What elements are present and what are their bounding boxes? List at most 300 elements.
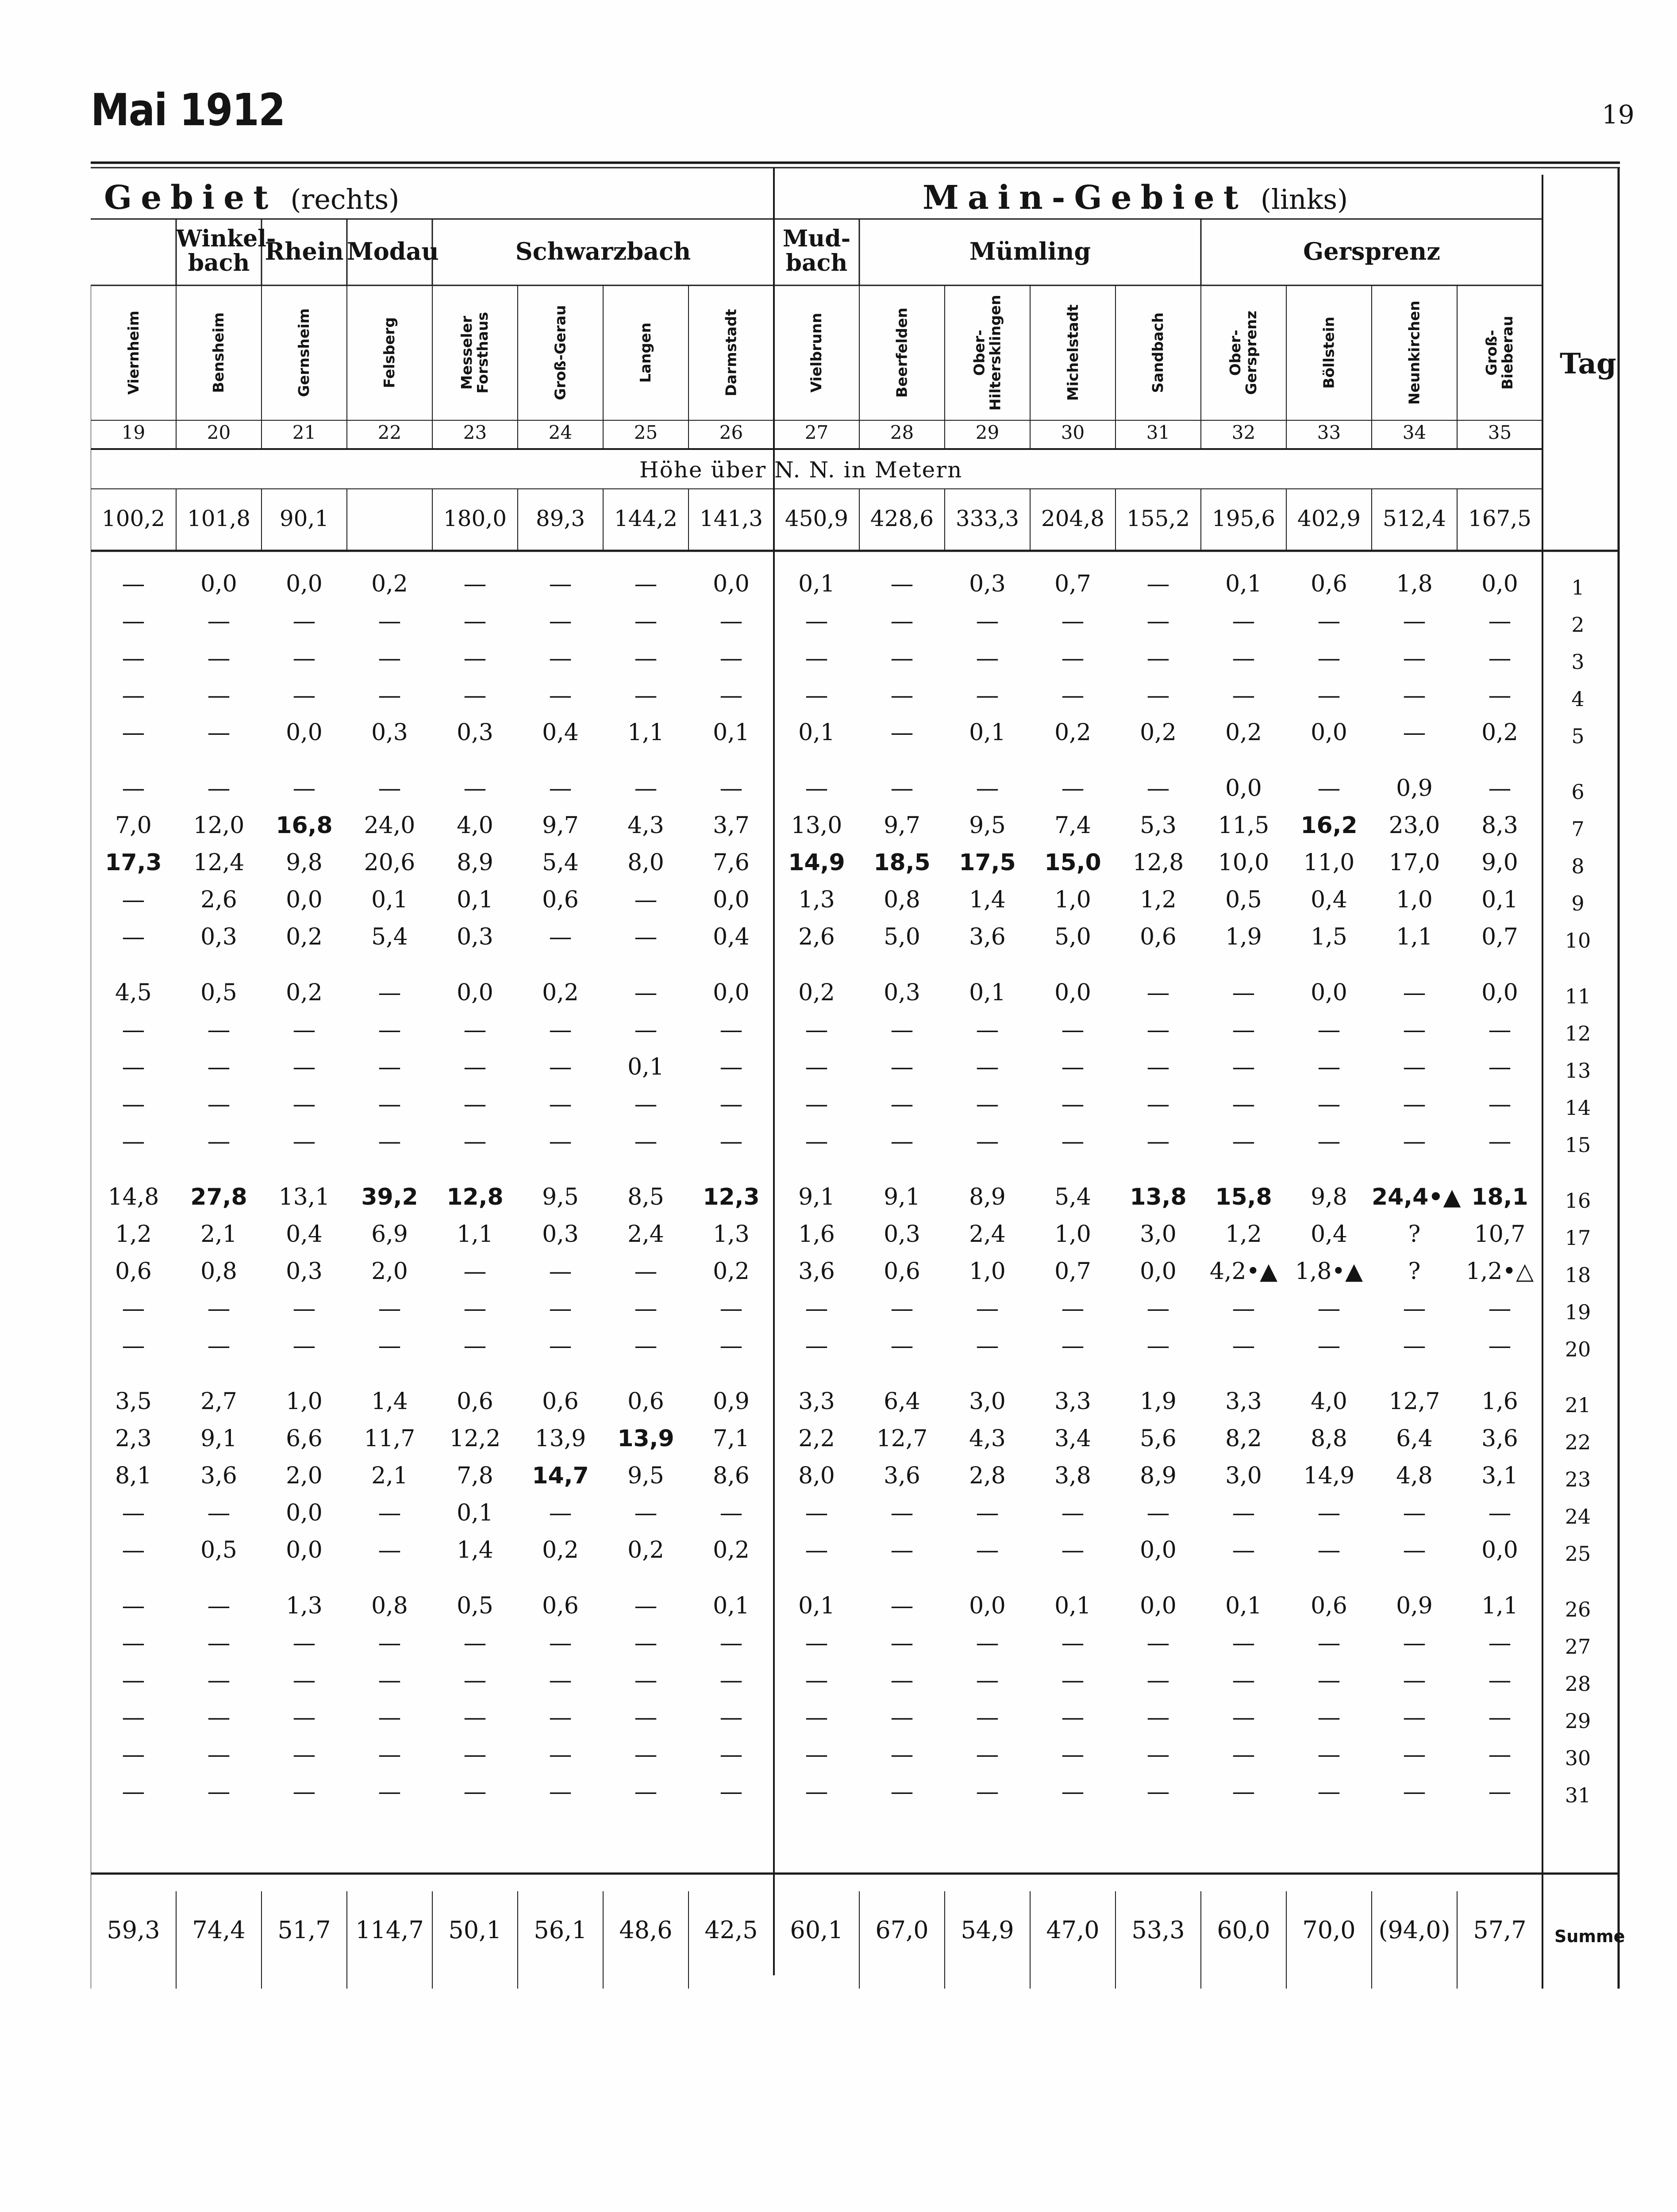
rainfall-value: — [549, 924, 572, 950]
rainfall-value: — [1488, 1741, 1512, 1768]
rainfall-value: — [1403, 1091, 1426, 1118]
station-name [262, 285, 347, 420]
rainfall-value: — [1146, 979, 1170, 1006]
rainfall-value: 7,0 [115, 812, 152, 839]
rainfall-value: — [805, 1704, 828, 1731]
rainfall-value: 8,9 [969, 1184, 1006, 1210]
rainfall-value: — [1146, 645, 1170, 672]
rainfall-value: — [1403, 1128, 1426, 1155]
rainfall-value: 0,1 [627, 1054, 664, 1080]
rainfall-value: — [207, 1333, 231, 1359]
rainfall-value: 5,0 [884, 924, 920, 950]
rainfall-value: — [1061, 775, 1085, 802]
rainfall-value: 17,5 [959, 849, 1016, 876]
rainfall-value: — [1232, 1091, 1255, 1118]
rainfall-value: — [207, 1630, 231, 1656]
rainfall-value: — [1317, 1667, 1341, 1694]
rainfall-value: 0,0 [969, 1593, 1006, 1619]
rainfall-value: — [207, 1128, 231, 1155]
rainfall-value: — [378, 1704, 401, 1731]
rainfall-value: — [1488, 1017, 1512, 1043]
rainfall-value: — [378, 775, 401, 802]
rainfall-value: — [1061, 1500, 1085, 1526]
rainfall-value: — [805, 1630, 828, 1656]
rainfall-value: 6,4 [884, 1388, 920, 1415]
rainfall-value: — [1488, 1128, 1512, 1155]
rainfall-value: 0,2 [542, 1537, 579, 1563]
rainfall-value: — [1317, 1295, 1341, 1322]
rainfall-value: — [1232, 1778, 1255, 1805]
monthly-sum: 50,1 [448, 1916, 502, 1944]
rainfall-value: 5,4 [371, 924, 408, 950]
rainfall-value: — [207, 1054, 231, 1080]
rainfall-value: — [292, 1778, 316, 1805]
rainfall-value: — [122, 1537, 145, 1563]
rainfall-value: — [890, 1537, 914, 1563]
rainfall-value: — [122, 682, 145, 709]
rainfall-value: — [805, 775, 828, 802]
rainfall-value: — [378, 979, 401, 1006]
rainfall-value: — [634, 1500, 658, 1526]
rainfall-value: — [549, 1017, 572, 1043]
column-number: 28 [890, 422, 914, 443]
rainfall-value: — [890, 1128, 914, 1155]
rainfall-value: 9,5 [969, 812, 1006, 839]
day-number: 6 [1571, 780, 1585, 804]
rainfall-value: — [378, 1500, 401, 1526]
rainfall-value: — [976, 1667, 999, 1694]
river-label: Rhein [265, 237, 344, 265]
station-name [1201, 285, 1286, 420]
rainfall-value: — [1061, 1778, 1085, 1805]
day-number: 31 [1565, 1783, 1591, 1807]
rainfall-value: — [634, 979, 658, 1006]
rainfall-value: 1,0 [1054, 887, 1091, 913]
rainfall-value: 12,0 [193, 812, 245, 839]
rainfall-value: — [1061, 1054, 1085, 1080]
rainfall-value: 0,1 [798, 1593, 835, 1619]
rainfall-value: 14,8 [108, 1184, 159, 1210]
monthly-sum: (94,0) [1378, 1916, 1450, 1944]
rainfall-value: 0,2 [1140, 719, 1177, 746]
rainfall-value: — [378, 1128, 401, 1155]
rainfall-value: 0,0 [200, 571, 237, 597]
rainfall-value: — [378, 1017, 401, 1043]
station-height: 428,6 [870, 506, 934, 531]
rainfall-value: 6,4 [1396, 1425, 1433, 1452]
rainfall-value: 0,5 [200, 1537, 237, 1563]
station-height: 402,9 [1297, 506, 1361, 531]
rainfall-value: — [719, 1054, 743, 1080]
rainfall-value: — [1403, 1017, 1426, 1043]
rainfall-value: 2,1 [371, 1463, 408, 1489]
station-label: Michelstadt [1064, 304, 1081, 401]
rainfall-value: 0,4 [1311, 1221, 1347, 1248]
rainfall-value: 13,9 [617, 1425, 674, 1452]
monthly-sum: 53,3 [1131, 1916, 1185, 1944]
rainfall-value: 0,3 [371, 719, 408, 746]
rainfall-table [91, 161, 1625, 1989]
rainfall-value: — [292, 608, 316, 634]
rainfall-value: 0,0 [713, 979, 750, 1006]
rainfall-value: — [805, 608, 828, 634]
rainfall-value: 0,6 [115, 1258, 152, 1285]
rainfall-value: — [549, 682, 572, 709]
rainfall-value: — [634, 1704, 658, 1731]
rainfall-value: 3,5 [115, 1388, 152, 1415]
rainfall-value: 5,6 [1140, 1425, 1177, 1452]
rainfall-value: — [805, 1667, 828, 1694]
rainfall-value: 0,1 [457, 887, 493, 913]
rainfall-value: 9,8 [286, 849, 323, 876]
rainfall-value: — [378, 608, 401, 634]
rainfall-value: 0,0 [1225, 775, 1262, 802]
station-name [1372, 285, 1457, 420]
rainfall-value: — [1232, 1017, 1255, 1043]
rainfall-value: — [549, 608, 572, 634]
rainfall-value: 2,0 [371, 1258, 408, 1285]
rainfall-value: — [549, 1295, 572, 1322]
rainfall-value: — [1061, 1128, 1085, 1155]
rainfall-value: 0,8 [371, 1593, 408, 1619]
day-number: 27 [1565, 1635, 1591, 1659]
main-area-header [923, 179, 1348, 217]
rainfall-value: — [1317, 1741, 1341, 1768]
rainfall-value: — [634, 1630, 658, 1656]
rainfall-value: 7,6 [713, 849, 750, 876]
rainfall-value: 16,2 [1300, 812, 1358, 839]
rainfall-value: 0,2 [713, 1537, 750, 1563]
rainfall-value: — [1403, 682, 1426, 709]
rainfall-value: 0,1 [713, 1593, 750, 1619]
rainfall-value: — [1403, 1537, 1426, 1563]
rainfall-value: — [122, 775, 145, 802]
rainfall-value: — [122, 1778, 145, 1805]
station-height: 450,9 [785, 506, 849, 531]
rainfall-value: 1,6 [1481, 1388, 1518, 1415]
rainfall-value: — [122, 608, 145, 634]
rainfall-value: — [805, 1333, 828, 1359]
rainfall-value: 13,9 [535, 1425, 586, 1452]
rainfall-value: — [1403, 1778, 1426, 1805]
rainfall-value: — [292, 1333, 316, 1359]
rainfall-value: — [805, 1295, 828, 1322]
rainfall-value: 5,4 [1054, 1184, 1091, 1210]
rainfall-value: 3,8 [1054, 1463, 1091, 1489]
rainfall-value: — [122, 887, 145, 913]
rainfall-value: — [976, 1017, 999, 1043]
rainfall-value: — [976, 1778, 999, 1805]
rainfall-value: — [463, 608, 487, 634]
rainfall-value: — [1232, 682, 1255, 709]
monthly-sum: 57,7 [1473, 1916, 1527, 1944]
rainfall-value: 0,1 [798, 719, 835, 746]
rainfall-value: — [292, 1128, 316, 1155]
rainfall-value: — [378, 1630, 401, 1656]
rainfall-value: — [1317, 1537, 1341, 1563]
rainfall-value: — [463, 571, 487, 597]
rainfall-value: 0,0 [1140, 1537, 1177, 1563]
rainfall-value: 0,9 [1396, 1593, 1433, 1619]
rainfall-value: 0,7 [1054, 1258, 1091, 1285]
rainfall-value: 4,0 [457, 812, 493, 839]
station-label: Neunkirchen [1405, 300, 1423, 405]
rainfall-value: — [292, 1667, 316, 1694]
rainfall-value: — [292, 682, 316, 709]
rainfall-value: — [1146, 1500, 1170, 1526]
rainfall-value: 0,3 [884, 1221, 920, 1248]
rainfall-value: — [1232, 1295, 1255, 1322]
rainfall-value: — [1403, 1500, 1426, 1526]
rainfall-value: — [1061, 1295, 1085, 1322]
rainfall-value: 3,7 [713, 812, 750, 839]
rainfall-value: 3,0 [969, 1388, 1006, 1415]
rainfall-value: — [207, 1667, 231, 1694]
rainfall-value: — [207, 645, 231, 672]
monthly-sum: 54,9 [961, 1916, 1014, 1944]
rainfall-value: — [549, 571, 572, 597]
rainfall-value: 1,1 [1481, 1593, 1518, 1619]
station-name [1457, 285, 1542, 420]
station-name [176, 285, 262, 420]
rainfall-value: 6,6 [286, 1425, 323, 1452]
rainfall-value: — [719, 1741, 743, 1768]
rainfall-value: — [1403, 608, 1426, 634]
rainfall-value: 0,0 [1140, 1593, 1177, 1619]
rainfall-value: 1,4 [457, 1537, 493, 1563]
rainfall-value: — [1488, 1500, 1512, 1526]
rainfall-value: 1,0 [1054, 1221, 1091, 1248]
rainfall-value: 0,1 [371, 887, 408, 913]
column-number: 31 [1146, 422, 1170, 443]
rainfall-value: — [292, 1295, 316, 1322]
rainfall-value: — [976, 1128, 999, 1155]
rainfall-value: — [292, 645, 316, 672]
rainfall-value: — [1232, 608, 1255, 634]
rainfall-value: — [1317, 1704, 1341, 1731]
rainfall-value: — [549, 1778, 572, 1805]
rainfall-value: 2,3 [115, 1425, 152, 1452]
rainfall-value: 0,2 [1225, 719, 1262, 746]
day-number: 20 [1565, 1337, 1591, 1361]
station-name [603, 285, 688, 420]
rainfall-value: 0,3 [200, 924, 237, 950]
rainfall-value: — [207, 1704, 231, 1731]
rainfall-value: — [1061, 1017, 1085, 1043]
rainfall-value: 0,5 [457, 1593, 493, 1619]
river-label: Modau [347, 237, 439, 265]
rainfall-value: — [890, 608, 914, 634]
rainfall-value: — [890, 1704, 914, 1731]
day-number: 23 [1565, 1467, 1591, 1491]
day-number: 19 [1565, 1300, 1591, 1324]
rainfall-value: 1,2 [115, 1221, 152, 1248]
rainfall-value: — [1146, 1091, 1170, 1118]
rainfall-value: — [1403, 1333, 1426, 1359]
rainfall-value: — [549, 645, 572, 672]
rainfall-value: — [719, 1017, 743, 1043]
rainfall-value: — [890, 1741, 914, 1768]
rainfall-value: 0,0 [286, 1537, 323, 1563]
rainfall-value: 16,8 [276, 812, 333, 839]
rainfall-value: — [1061, 1741, 1085, 1768]
left-area-title: Gebiet [104, 179, 277, 217]
rainfall-value: — [976, 1295, 999, 1322]
day-column-header: Tag [1560, 347, 1616, 380]
rainfall-value: 11,0 [1303, 849, 1355, 876]
rainfall-value: — [1232, 1630, 1255, 1656]
rainfall-value: — [1488, 1704, 1512, 1731]
rainfall-value: 8,9 [457, 849, 493, 876]
column-number: 24 [548, 422, 573, 443]
rainfall-value: — [1403, 645, 1426, 672]
rainfall-value: — [1146, 1295, 1170, 1322]
rainfall-value: — [719, 1091, 743, 1118]
rainfall-value: — [1232, 1054, 1255, 1080]
rainfall-value: — [1061, 1333, 1085, 1359]
rainfall-value: 8,0 [627, 849, 664, 876]
rainfall-value: — [378, 682, 401, 709]
rainfall-value: 1,3 [713, 1221, 750, 1248]
rainfall-value: 0,2 [798, 979, 835, 1006]
rainfall-value: 0,2 [1481, 719, 1518, 746]
rainfall-value: 8,5 [627, 1184, 664, 1210]
rainfall-value: — [378, 1091, 401, 1118]
rainfall-value: 1,4 [969, 887, 1006, 913]
rainfall-value: — [1317, 1128, 1341, 1155]
column-number: 34 [1402, 422, 1427, 443]
monthly-sum: 42,5 [704, 1916, 758, 1944]
main-area-side: (links) [1260, 183, 1348, 215]
rainfall-value: 0,1 [1225, 1593, 1262, 1619]
rainfall-value: 9,1 [884, 1184, 920, 1210]
rainfall-value: — [890, 1017, 914, 1043]
rainfall-value: 0,1 [457, 1500, 493, 1526]
rainfall-value: 3,3 [1225, 1388, 1262, 1415]
rainfall-value: — [378, 1537, 401, 1563]
rainfall-value: — [890, 1054, 914, 1080]
rainfall-value: 0,6 [627, 1388, 664, 1415]
rainfall-value: — [549, 1741, 572, 1768]
rainfall-value: 0,2 [371, 571, 408, 597]
rainfall-value: 6,9 [371, 1221, 408, 1248]
rainfall-value: 14,7 [532, 1463, 589, 1489]
rainfall-value: — [1146, 1017, 1170, 1043]
rainfall-value: 8,3 [1481, 812, 1518, 839]
rainfall-value: 0,1 [969, 979, 1006, 1006]
rainfall-value: — [1317, 1333, 1341, 1359]
day-number: 21 [1565, 1393, 1591, 1417]
rainfall-value: 1,5 [1311, 924, 1347, 950]
rainfall-value: — [463, 775, 487, 802]
left-area-side: (rechts) [290, 183, 400, 215]
rainfall-value: — [463, 1667, 487, 1694]
river-label: Gersprenz [1303, 237, 1440, 265]
rainfall-value: — [1488, 1054, 1512, 1080]
station-name [859, 285, 945, 420]
day-number: 10 [1565, 929, 1591, 952]
rainfall-value: 0,2 [542, 979, 579, 1006]
rainfall-value: — [890, 1333, 914, 1359]
station-label: Vielbrunn [808, 313, 825, 393]
rainfall-value: — [1146, 1128, 1170, 1155]
rainfall-value: — [463, 1778, 487, 1805]
rainfall-value: 9,5 [542, 1184, 579, 1210]
rainfall-value: 0,3 [457, 924, 493, 950]
column-number: 35 [1488, 422, 1512, 443]
column-number: 30 [1061, 422, 1085, 443]
rainfall-value: 3,3 [798, 1388, 835, 1415]
rainfall-value: — [292, 1704, 316, 1731]
rainfall-value: — [634, 1017, 658, 1043]
rainfall-value: 0,8 [200, 1258, 237, 1285]
station-name [347, 285, 432, 420]
station-height: 101,8 [187, 506, 251, 531]
rainfall-value: — [634, 682, 658, 709]
rainfall-value: 1,2 [1225, 1221, 1262, 1248]
rainfall-value: — [122, 571, 145, 597]
station-label: Beerfelden [893, 307, 911, 398]
rainfall-value: 3,1 [1481, 1463, 1518, 1489]
rainfall-value: — [719, 775, 743, 802]
rainfall-value: 0,0 [457, 979, 493, 1006]
rainfall-value: — [1403, 1704, 1426, 1731]
rainfall-value: — [890, 1778, 914, 1805]
rainfall-value: — [207, 719, 231, 746]
rainfall-value: — [1488, 608, 1512, 634]
column-number: 22 [377, 422, 402, 443]
rainfall-value: — [634, 1091, 658, 1118]
station-label: Groß- Bieberau [1483, 316, 1516, 390]
column-number: 21 [292, 422, 316, 443]
rainfall-value: — [463, 1128, 487, 1155]
column-number: 20 [207, 422, 231, 443]
rainfall-value: — [1317, 1500, 1341, 1526]
rainfall-value: 1,2 [1140, 887, 1177, 913]
station-name [91, 285, 176, 420]
rainfall-value: 18,5 [873, 849, 931, 876]
column-number: 23 [463, 422, 487, 443]
rainfall-value: — [719, 1333, 743, 1359]
rainfall-value: — [634, 608, 658, 634]
day-number: 24 [1565, 1505, 1591, 1528]
rainfall-value: 0,6 [542, 887, 579, 913]
rainfall-value: — [207, 1017, 231, 1043]
rainfall-value: — [1488, 645, 1512, 672]
rainfall-value: 17,0 [1389, 849, 1440, 876]
rainfall-value: — [976, 682, 999, 709]
rainfall-value: 5,0 [1054, 924, 1091, 950]
rainfall-value: — [1488, 1333, 1512, 1359]
station-label: Groß-Gerau [551, 305, 569, 400]
day-number: 30 [1565, 1746, 1591, 1770]
rainfall-value: — [976, 1091, 999, 1118]
rainfall-value: — [207, 608, 231, 634]
rainfall-value: 0,3 [457, 719, 493, 746]
rainfall-value: 1,9 [1225, 924, 1262, 950]
rainfall-value: — [719, 1128, 743, 1155]
rainfall-value: — [890, 645, 914, 672]
rainfall-value: 1,4 [371, 1388, 408, 1415]
river-label: Mud- bach [782, 225, 851, 276]
main-area-title: Main-Gebiet [923, 179, 1247, 217]
station-label: Felsberg [381, 317, 398, 388]
rainfall-value: — [122, 1017, 145, 1043]
rainfall-value: — [1403, 1667, 1426, 1694]
rainfall-value: — [1403, 1741, 1426, 1768]
rainfall-value: 24,4•▲ [1372, 1184, 1461, 1210]
day-number: 16 [1565, 1189, 1591, 1213]
